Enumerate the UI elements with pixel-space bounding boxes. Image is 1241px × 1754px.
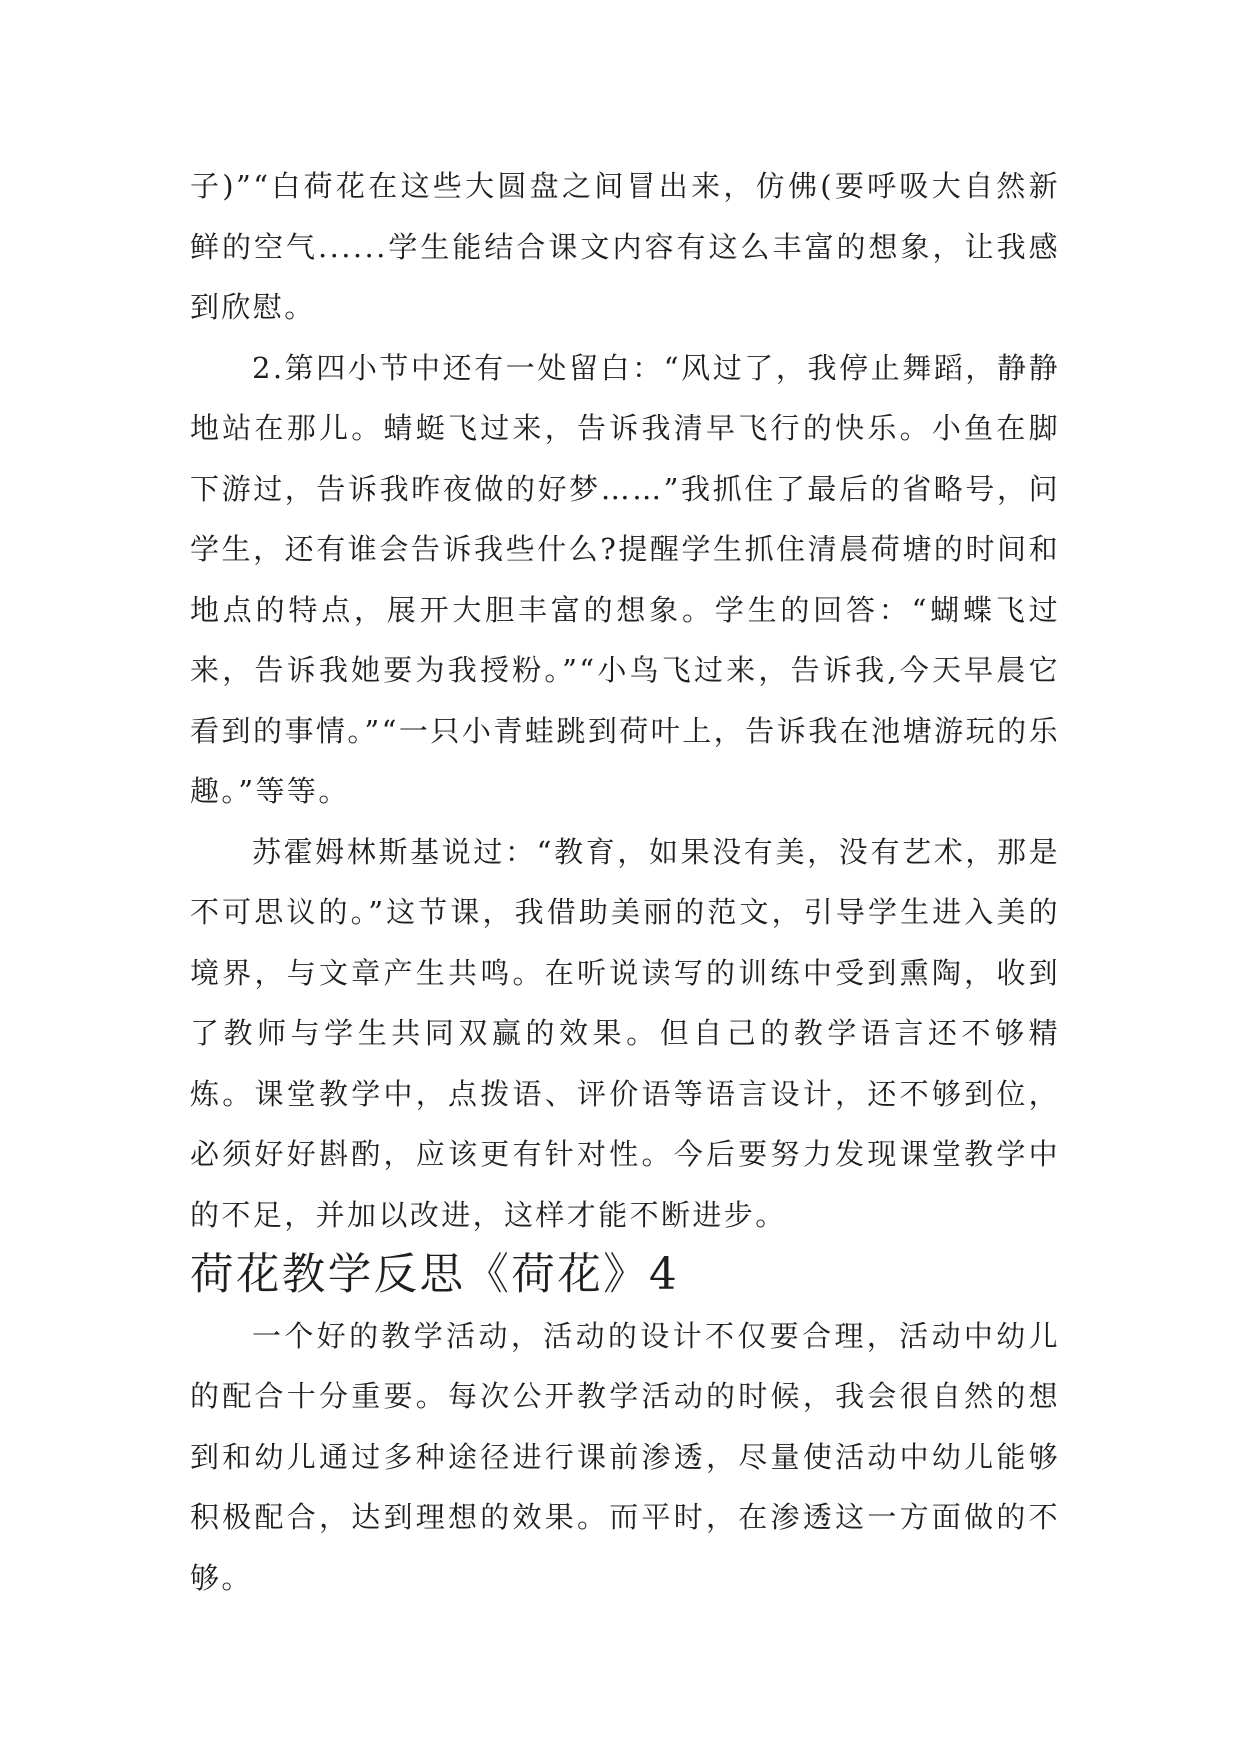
paragraph-point-2: 2.第四小节中还有一处留白：“风过了，我停止舞蹈，静静地站在那儿。蜻蜓飞过来，告诉我清早飞行的快乐。小鱼在脚下游过，告诉我昨夜做的好梦……”我抓住了最后的省略号，问学生，还有谁会告诉我些什么?提醒学生抓住清晨荷塘的时间和地点的特点，展开大胆丰富的想象。学生的回答：“蝴蝶飞过来，告诉我她要为我授粉。”“小鸟飞过来，告诉我,今天早晨它看到的事情。”“一只小青蛙跳到荷叶上，告诉我在池塘游玩的乐趣。”等等。 xyxy=(190,350,1060,808)
paragraph-suhomlinsky-quote: 苏霍姆林斯基说过：“教育，如果没有美，没有艺术，那是不可思议的。”这节课，我借助美丽的范文，引导学生进入美的境界，与文章产生共鸣。在听说读写的训练中受到熏陶，收到了教师与学生共同双赢的效果。但自己的教学语言还不够精炼。课堂教学中，点拨语、评价语等语言设计，还不够到位，必须好好斟酌，应该更有针对性。今后要努力发现课堂教学中的不足，并加以改进，这样才能不断进步。 xyxy=(190,834,1060,1232)
paragraph-continuation: 子)”“白荷花在这些大圆盘之间冒出来，仿佛(要呼吸大自然新鲜的空气......学生能结合课文内容有这么丰富的想象，让我感到欣慰。 xyxy=(190,169,1060,324)
section-heading: 荷花教学反思《荷花》4 xyxy=(190,1250,680,1300)
document-body xyxy=(190,156,1060,1608)
paragraph-teaching-activity: 一个好的教学活动，活动的设计不仅要合理，活动中幼儿的配合十分重要。每次公开教学活动的时候，我会很自然的想到和幼儿通过多种途径进行课前渗透，尽量使活动中幼儿能够积极配合，达到理想的效果。而平时，在渗透这一方面做的不够。 xyxy=(190,1318,1060,1595)
